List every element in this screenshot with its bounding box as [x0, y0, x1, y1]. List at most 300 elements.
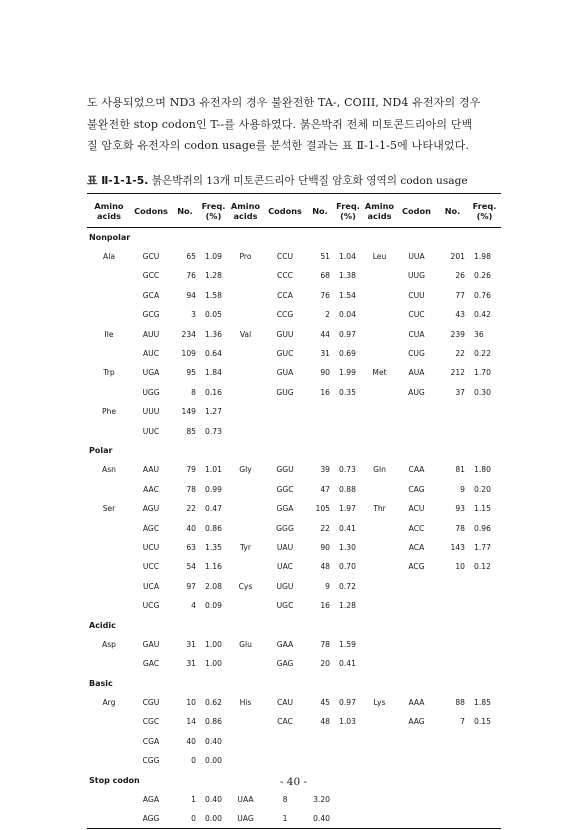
table-row: [87, 518, 501, 537]
cell-codon: [396, 751, 437, 770]
cell-amino-acid: [363, 732, 396, 751]
cell-frequency: [333, 790, 363, 809]
cell-amino-acid: [87, 286, 131, 305]
cell-amino-acid: [363, 596, 396, 615]
table-caption: [87, 173, 468, 188]
cell-count: 109: [181, 349, 196, 359]
cell-count: [437, 421, 468, 440]
group-label: Polar: [89, 445, 113, 455]
cell-codon: UUA: [408, 252, 425, 262]
cell-codon: [396, 421, 437, 440]
cell-amino-acid: [228, 751, 263, 770]
cell-count: 48: [320, 562, 330, 572]
paragraph-line: 질 암호화 유전자의 codon usage를 분석한 결과는 표 Ⅱ-1-1-5에 나타내었다.: [87, 139, 470, 152]
cell-amino-acid: Glu: [239, 639, 252, 649]
cell-amino-acid: [363, 557, 396, 576]
cell-amino-acid: Thr: [373, 504, 386, 514]
cell-codon: 8: [282, 795, 288, 805]
caption-label: 표 Ⅱ-1-1-5.: [87, 174, 149, 187]
cell-codon: [396, 596, 437, 615]
cell-codon: CUU: [408, 290, 425, 300]
cell-count: [437, 577, 468, 596]
cell-frequency: 1.97: [339, 504, 356, 514]
table-row: [87, 324, 501, 343]
col-header-no: No.: [177, 205, 193, 216]
cell-amino-acid: [87, 557, 131, 576]
cell-count: [437, 654, 468, 673]
cell-count: [437, 809, 468, 828]
cell-count: [437, 790, 468, 809]
cell-count: 9: [325, 581, 330, 591]
cell-amino-acid: His: [239, 698, 252, 708]
cell-codon: CCG: [276, 310, 294, 320]
cell-codon: [396, 654, 437, 673]
table-row: [87, 654, 501, 673]
cell-amino-acid: [87, 751, 131, 770]
cell-frequency: 0.47: [205, 504, 222, 514]
cell-frequency: [333, 732, 363, 751]
table-body: [87, 228, 501, 829]
table-row: [87, 480, 501, 499]
cell-codon: GUG: [276, 387, 294, 397]
cell-count: 234: [181, 329, 196, 339]
cell-frequency: [333, 421, 363, 440]
table-row: [87, 557, 501, 576]
cell-codon: AAC: [143, 484, 159, 494]
cell-frequency: 1.30: [339, 542, 356, 552]
cell-codon: UCU: [142, 542, 160, 552]
cell-codon: UGU: [276, 581, 294, 591]
cell-codon: [396, 809, 437, 828]
cell-amino-acid: [228, 732, 263, 751]
cell-count: 16: [320, 601, 330, 611]
cell-codon: UGG: [142, 387, 160, 397]
cell-amino-acid: Pro: [239, 252, 252, 262]
cell-codon: AUU: [142, 329, 160, 339]
cell-count: 63: [186, 542, 196, 552]
cell-frequency: 1.80: [474, 465, 491, 475]
cell-codon: GCG: [142, 310, 160, 320]
cell-frequency: 1.54: [339, 290, 356, 300]
cell-amino-acid: [87, 809, 131, 828]
cell-amino-acid: [363, 421, 396, 440]
cell-count: 212: [450, 368, 465, 378]
cell-frequency: 0.20: [474, 484, 491, 494]
table-row: [87, 383, 501, 402]
cell-count: 78: [455, 523, 465, 533]
cell-count: 43: [455, 310, 465, 320]
cell-frequency: 0.41: [339, 523, 356, 533]
cell-count: 79: [186, 465, 196, 475]
cell-amino-acid: Asp: [102, 639, 116, 649]
paragraph-line: 도 사용되었으며 ND3 유전자의 경우 불완전한 TA-, COIII, ND4 유전자의 경우: [87, 96, 481, 109]
cell-count: 31: [320, 349, 330, 359]
cell-frequency: 1.27: [205, 407, 222, 417]
cell-count: 22: [320, 523, 330, 533]
cell-codon: ACA: [408, 542, 425, 552]
cell-count: 51: [320, 252, 330, 262]
cell-codon: [396, 732, 437, 751]
group-row: [87, 441, 501, 460]
cell-count: 77: [455, 290, 465, 300]
cell-count: 37: [455, 387, 465, 397]
cell-amino-acid: [87, 266, 131, 285]
cell-count: [307, 402, 333, 421]
cell-frequency: [468, 421, 501, 440]
cell-count: 95: [186, 368, 196, 378]
cell-count: 48: [320, 717, 330, 727]
cell-frequency: 1.99: [339, 368, 356, 378]
table-row: [87, 596, 501, 615]
cell-count: 85: [186, 426, 196, 436]
cell-frequency: 1.28: [205, 271, 222, 281]
cell-codon: UGC: [276, 601, 294, 611]
cell-frequency: [468, 751, 501, 770]
cell-count: 54: [186, 562, 196, 572]
cell-frequency: 1.09: [205, 252, 222, 262]
cell-codon: AGU: [142, 504, 160, 514]
cell-count: [307, 751, 333, 770]
cell-amino-acid: [228, 305, 263, 324]
cell-count: 78: [186, 484, 196, 494]
cell-frequency: 1.01: [205, 465, 222, 475]
cell-frequency: 0.00: [205, 756, 222, 766]
cell-amino-acid: [363, 712, 396, 731]
cell-frequency: 1.00: [205, 659, 222, 669]
cell-codon: [396, 402, 437, 421]
cell-frequency: 0.42: [474, 310, 491, 320]
cell-amino-acid: [363, 577, 396, 596]
cell-codon: GUA: [276, 368, 294, 378]
page-number: - 40 -: [279, 776, 308, 788]
cell-codon: UAC: [277, 562, 293, 572]
cell-count: 3.20: [313, 795, 330, 805]
cell-frequency: 0.97: [339, 698, 356, 708]
body-paragraph: [87, 92, 503, 157]
cell-amino-acid: Phe: [101, 407, 117, 417]
table-header-row: [87, 194, 501, 228]
cell-codon: UUC: [142, 426, 160, 436]
cell-frequency: 0.73: [339, 465, 356, 475]
cell-amino-acid: [87, 480, 131, 499]
cell-frequency: 0.88: [339, 484, 356, 494]
cell-frequency: 0.35: [339, 387, 356, 397]
cell-codon: AUG: [408, 387, 425, 397]
cell-count: [437, 402, 468, 421]
cell-codon: AGG: [142, 814, 160, 824]
cell-codon: [263, 732, 307, 751]
cell-codon: UAU: [276, 542, 294, 552]
cell-codon: GGC: [276, 484, 294, 494]
cell-codon: UCC: [142, 562, 160, 572]
cell-frequency: 1.85: [474, 698, 491, 708]
cell-frequency: 1.35: [205, 542, 222, 552]
cell-count: [307, 421, 333, 440]
cell-frequency: 0.70: [339, 562, 356, 572]
cell-count: 22: [186, 504, 196, 514]
cell-codon: GGA: [276, 504, 294, 514]
cell-frequency: 0.00: [205, 814, 222, 824]
cell-count: 149: [181, 407, 196, 417]
cell-amino-acid: [87, 732, 131, 751]
cell-count: 7: [460, 717, 465, 727]
cell-codon: AAA: [408, 698, 425, 708]
group-row: [87, 228, 501, 247]
cell-amino-acid: Val: [239, 329, 252, 339]
table-row: [87, 402, 501, 421]
col-header-codons: Codons: [268, 205, 302, 216]
cell-amino-acid: Lys: [373, 698, 386, 708]
table-row: [87, 790, 501, 809]
cell-amino-acid: [363, 344, 396, 363]
cell-count: [437, 635, 468, 654]
cell-frequency: 0.12: [474, 562, 491, 572]
cell-codon: [263, 751, 307, 770]
cell-count: 105: [315, 504, 330, 514]
cell-count: 0: [191, 756, 196, 766]
table-row: [87, 305, 501, 324]
cell-frequency: 0.73: [205, 426, 222, 436]
cell-codon: [263, 402, 307, 421]
cell-count: 9: [460, 484, 465, 494]
cell-frequency: 0.62: [205, 698, 222, 708]
cell-amino-acid: Asn: [102, 465, 116, 475]
cell-amino-acid: [228, 344, 263, 363]
cell-amino-acid: [363, 809, 396, 828]
cell-amino-acid: Gly: [239, 465, 252, 475]
cell-count: 26: [455, 271, 465, 281]
cell-count: 97: [186, 581, 196, 591]
cell-frequency: 1.38: [339, 271, 356, 281]
cell-codon: CCC: [277, 271, 293, 281]
cell-codon: CAU: [276, 698, 294, 708]
cell-frequency: [333, 809, 363, 828]
cell-frequency: 0.86: [205, 717, 222, 727]
cell-amino-acid: [87, 654, 131, 673]
cell-frequency: [468, 809, 501, 828]
table-row: [87, 247, 501, 266]
cell-count: 81: [455, 465, 465, 475]
cell-frequency: 2.08: [205, 581, 222, 591]
cell-amino-acid: Gln: [373, 465, 386, 475]
cell-frequency: 0.97: [339, 329, 356, 339]
cell-count: 90: [320, 368, 330, 378]
cell-frequency: [468, 732, 501, 751]
cell-codon: GCU: [142, 252, 160, 262]
cell-codon: 1: [282, 814, 288, 824]
cell-frequency: 1.59: [339, 639, 356, 649]
cell-frequency: 0.40: [205, 795, 222, 805]
cell-amino-acid: [228, 596, 263, 615]
cell-frequency: 0.04: [339, 310, 356, 320]
cell-amino-acid: [228, 480, 263, 499]
cell-frequency: 1.36: [205, 329, 222, 339]
cell-count: 2: [325, 310, 330, 320]
cell-frequency: 0.69: [339, 349, 356, 359]
cell-count: 76: [186, 271, 196, 281]
paragraph-line: 불완전한 stop codon인 T--를 사용하였다. 붉은박쥐 전체 미토콘드리아의 단백: [87, 117, 473, 131]
cell-count: [437, 596, 468, 615]
cell-count: 16: [320, 387, 330, 397]
cell-frequency: 0.96: [474, 523, 491, 533]
cell-codon: CCU: [276, 252, 294, 262]
cell-codon: CUC: [408, 310, 425, 320]
cell-count: 143: [450, 542, 465, 552]
group-row: [87, 615, 501, 634]
cell-count: 0.40: [313, 814, 330, 824]
cell-amino-acid: [363, 305, 396, 324]
cell-codon: ACC: [408, 523, 425, 533]
col-header-freq: Freq. (%): [472, 200, 497, 221]
cell-count: 239: [450, 329, 465, 339]
cell-codon: AAU: [142, 465, 160, 475]
cell-frequency: 0.41: [339, 659, 356, 669]
cell-frequency: 0.30: [474, 387, 491, 397]
cell-frequency: 1.77: [474, 542, 491, 552]
cell-codon: ACG: [408, 562, 425, 572]
table-row: [87, 286, 501, 305]
cell-amino-acid: [228, 499, 263, 518]
cell-amino-acid: [87, 344, 131, 363]
cell-count: 88: [455, 698, 465, 708]
cell-frequency: 0.15: [474, 717, 491, 727]
col-header-codons: Codons: [134, 205, 168, 216]
cell-codon: CAC: [277, 717, 293, 727]
cell-count: 78: [320, 639, 330, 649]
cell-codon: GAA: [276, 639, 294, 649]
cell-amino-acid: [87, 421, 131, 440]
cell-frequency: 0.99: [205, 484, 222, 494]
cell-count: 201: [450, 252, 465, 262]
cell-frequency: [333, 751, 363, 770]
cell-amino-acid: [363, 654, 396, 673]
group-label: Stop codon: [89, 775, 140, 785]
cell-codon: CUA: [408, 329, 425, 339]
cell-count: 20: [320, 659, 330, 669]
cell-codon: CGU: [142, 698, 160, 708]
table-row: [87, 499, 501, 518]
cell-frequency: 0.09: [205, 601, 222, 611]
cell-amino-acid: [363, 518, 396, 537]
cell-amino-acid: [87, 518, 131, 537]
cell-frequency: [468, 596, 501, 615]
cell-frequency: 0.86: [205, 523, 222, 533]
cell-frequency: [333, 402, 363, 421]
cell-frequency: 1.98: [474, 252, 491, 262]
cell-frequency: 1.70: [474, 368, 491, 378]
cell-amino-acid: Cys: [238, 581, 253, 591]
cell-frequency: 0.26: [474, 271, 491, 281]
table-row: [87, 693, 501, 712]
cell-count: [307, 732, 333, 751]
cell-count: 4: [191, 601, 196, 611]
cell-frequency: 1.04: [339, 252, 356, 262]
col-header-freq: Freq. (%): [336, 200, 360, 221]
group-label: Basic: [89, 678, 113, 688]
cell-amino-acid: [228, 402, 263, 421]
cell-amino-acid: Tyr: [239, 542, 252, 552]
cell-amino-acid: [363, 266, 396, 285]
cell-codon: CGA: [142, 736, 160, 746]
cell-count: 76: [320, 290, 330, 300]
cell-frequency: 0.05: [205, 310, 222, 320]
cell-frequency: 1.00: [205, 639, 222, 649]
cell-codon: UCA: [142, 581, 160, 591]
cell-count: 90: [320, 542, 330, 552]
cell-amino-acid: Ser: [102, 504, 116, 514]
cell-codon: GAG: [276, 659, 294, 669]
cell-frequency: [468, 790, 501, 809]
cell-frequency: 0.72: [339, 581, 356, 591]
cell-codon: [396, 790, 437, 809]
cell-amino-acid: [228, 712, 263, 731]
cell-codon: [396, 577, 437, 596]
col-header-no: No.: [312, 205, 328, 216]
cell-codon: CUG: [408, 349, 425, 359]
cell-codon: [263, 421, 307, 440]
cell-codon: GUC: [276, 349, 294, 359]
cell-amino-acid: [87, 577, 131, 596]
col-header-codon: Codon: [402, 205, 431, 216]
cell-amino-acid: [228, 266, 263, 285]
cell-codon: CGC: [142, 717, 160, 727]
cell-count: 10: [455, 562, 465, 572]
cell-codon: AUA: [408, 368, 425, 378]
group-label: Nonpolar: [89, 232, 131, 242]
col-header-freq: Freq. (%): [201, 200, 226, 221]
cell-codon: AUC: [142, 349, 160, 359]
cell-amino-acid: [228, 286, 263, 305]
cell-amino-acid: Arg: [102, 698, 116, 708]
cell-codon: CAG: [408, 484, 425, 494]
col-header-amino-acids: Amino acids: [364, 200, 395, 221]
cell-amino-acid: [363, 286, 396, 305]
cell-frequency: 1.58: [205, 290, 222, 300]
table-row: [87, 712, 501, 731]
cell-amino-acid: [87, 712, 131, 731]
group-label: Acidic: [89, 620, 116, 630]
cell-count: 65: [186, 252, 196, 262]
cell-amino-acid: [228, 383, 263, 402]
cell-amino-acid: UAA: [237, 795, 254, 805]
cell-amino-acid: [363, 790, 396, 809]
cell-codon: GAC: [142, 659, 160, 669]
cell-amino-acid: [228, 363, 263, 382]
caption-text: 붉은박쥐의 13개 미토콘드리아 단백질 암호화 영역의 codon usage: [148, 175, 468, 187]
cell-amino-acid: [87, 538, 131, 557]
cell-amino-acid: [87, 383, 131, 402]
cell-amino-acid: [363, 383, 396, 402]
cell-count: 3: [191, 310, 196, 320]
cell-codon: CGG: [142, 756, 160, 766]
cell-codon: GGU: [276, 465, 294, 475]
cell-amino-acid: Met: [372, 368, 387, 378]
cell-amino-acid: Leu: [372, 252, 387, 262]
cell-amino-acid: [87, 790, 131, 809]
table-row: [87, 344, 501, 363]
cell-amino-acid: [228, 421, 263, 440]
cell-count: 47: [320, 484, 330, 494]
cell-count: 40: [186, 523, 196, 533]
cell-frequency: 1.16: [205, 562, 222, 572]
cell-count: 68: [320, 271, 330, 281]
cell-codon: GGG: [276, 523, 294, 533]
cell-amino-acid: [87, 305, 131, 324]
col-header-amino-acids: Amino acids: [94, 200, 124, 221]
cell-codon: GCC: [142, 271, 160, 281]
cell-count: 40: [186, 736, 196, 746]
cell-amino-acid: [228, 557, 263, 576]
